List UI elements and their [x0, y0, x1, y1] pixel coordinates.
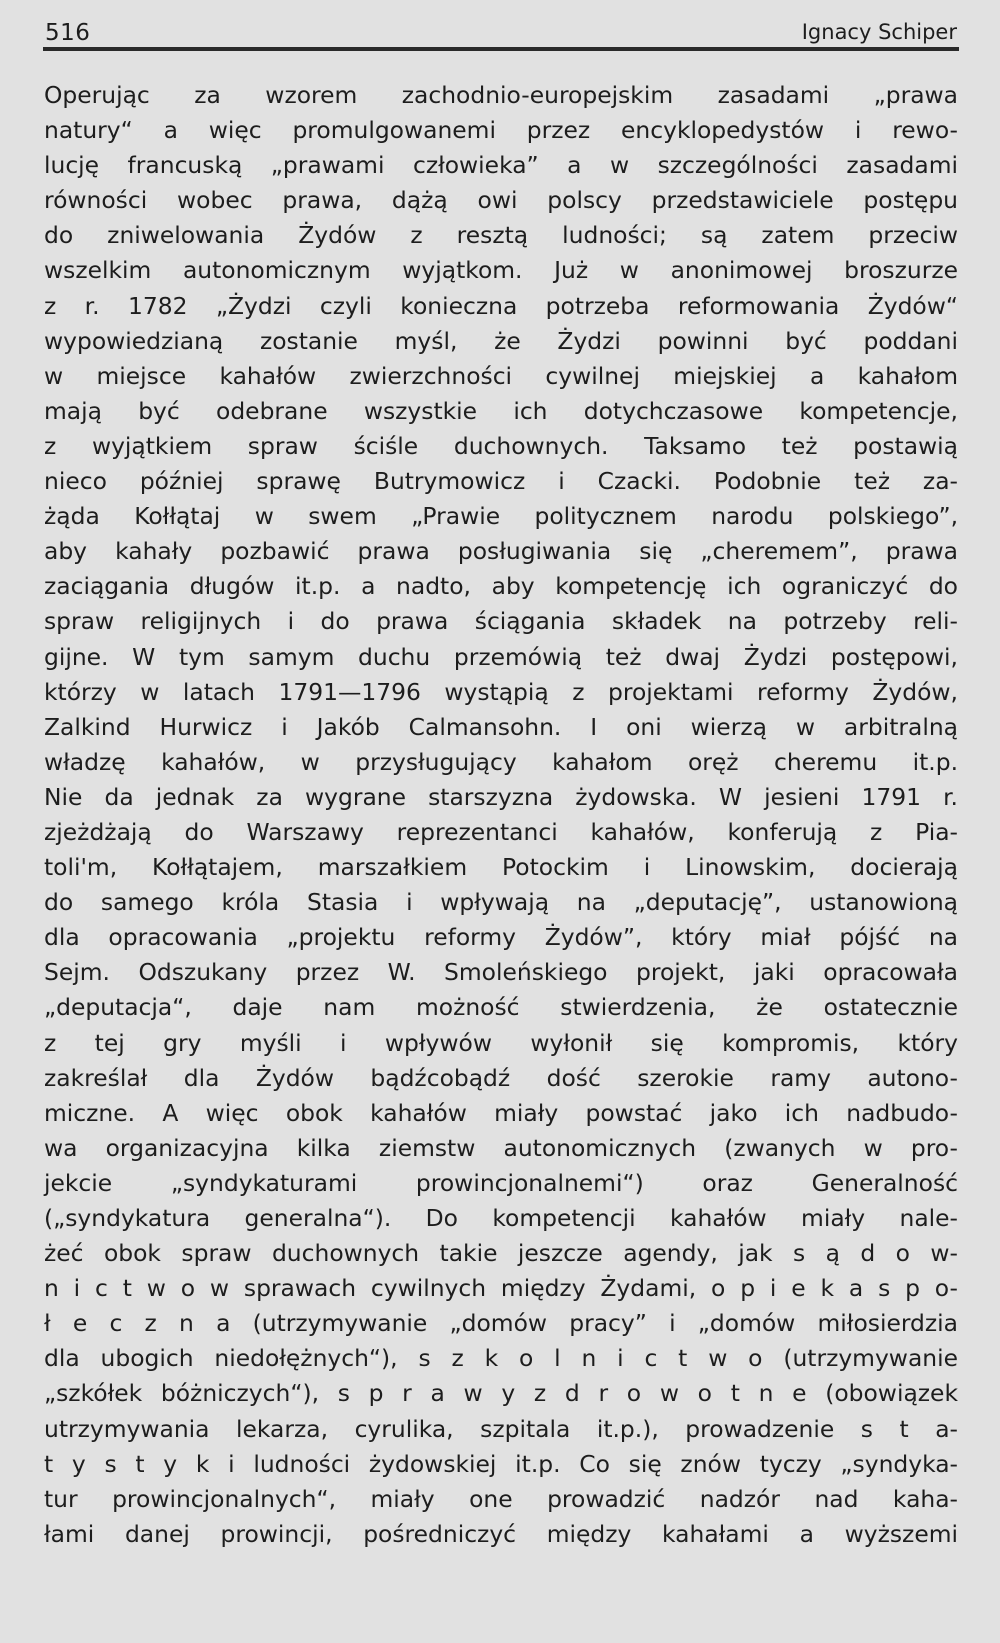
text-line: wypowiedzianą zostanie myśl, że Żydzi powinni być poddani	[44, 326, 958, 355]
text-line: równości wobec prawa, dążą owi polscy przedstawiciele postępu	[44, 186, 958, 215]
text-line: z r. 1782 „Żydzi czyli konieczna potrzeba reformowania Żydów“	[44, 291, 958, 320]
text-line: „szkółek bóżniczych“), s p r a w y z d r o w o t n e (obowiązek	[44, 1379, 958, 1408]
text-line: którzy w latach 1791—1796 wystąpią z projektami reformy Żydów,	[44, 677, 958, 706]
text-line: wa organizacyjna kilka ziemstw autonomicznych (zwanych w pro-	[44, 1133, 958, 1162]
text-line: wszelkim autonomicznym wyjątkom. Już w anonimowej broszurze	[44, 256, 958, 285]
text-line: do samego króla Stasia i wpływają na „deputację”, ustanowioną	[44, 888, 958, 917]
text-line: natury“ a więc promulgowanemi przez encyklopedystów i rewo-	[44, 116, 958, 145]
text-line: lucję francuską „prawami człowieka” a w szczególności zasadami	[44, 151, 958, 180]
body-text	[44, 78, 958, 1552]
text-line: mają być odebrane wszystkie ich dotychczasowe kompetencje,	[44, 396, 958, 425]
text-line: w miejsce kahałów zwierzchności cywilnej miejskiej a kahałom	[44, 361, 958, 390]
text-line: żąda Kołłątaj w swem „Prawie politycznem narodu polskiego”,	[44, 502, 958, 531]
text-line: z wyjątkiem spraw ściśle duchownych. Taksamo też postawią	[44, 431, 958, 460]
text-line: nieco później sprawę Butrymowicz i Czacki. Podobnie też za-	[44, 467, 958, 496]
text-line: utrzymywania lekarza, cyrulika, szpitala it.p.), prowadzenie s t a-	[44, 1414, 958, 1443]
text-line: żeć obok spraw duchownych takie jeszcze agendy, jak s ą d o w-	[44, 1239, 958, 1268]
text-line: władzę kahałów, w przysługujący kahałom oręż cheremu it.p.	[44, 747, 958, 776]
text-line: zjeżdżają do Warszawy reprezentanci kahałów, konferują z Pia-	[44, 817, 958, 846]
text-line: dla opracowania „projektu reformy Żydów”, który miał pójść na	[44, 923, 958, 952]
text-line: „deputacja“, daje nam możność stwierdzenia, że ostatecznie	[44, 993, 958, 1022]
text-line: toli'm, Kołłątajem, marszałkiem Potockim i Linowskim, docierają	[44, 853, 958, 882]
text-line: jekcie „syndykaturami prowincjonalnemi“) oraz Generalność	[44, 1168, 958, 1197]
text-line: Zalkind Hurwicz i Jakób Calmansohn. I oni wierzą w arbitralną	[44, 712, 958, 741]
text-line: gijne. W tym samym duchu przemówią też dwaj Żydzi postępowi,	[44, 642, 958, 671]
text-line: z tej gry myśli i wpływów wyłonił się kompromis, który	[44, 1028, 958, 1057]
running-head-author: Ignacy Schiper	[801, 20, 957, 44]
text-line: Operując za wzorem zachodnio-europejskim zasadami „prawa	[44, 81, 958, 109]
page-header	[45, 14, 957, 50]
text-line: t y s t y k i ludności żydowskiej it.p. Co się znów tyczy „syndyka-	[44, 1449, 958, 1478]
text-line: miczne. A więc obok kahałów miały powstać jako ich nadbudo-	[44, 1098, 958, 1127]
text-line: n i c t w o w sprawach cywilnych między Żydami, o p i e k a s p o-	[44, 1274, 958, 1303]
text-line: Sejm. Odszukany przez W. Smoleńskiego projekt, jaki opracowała	[44, 958, 958, 987]
text-line: („syndykatura generalna“). Do kompetencji kahałów miały nale-	[44, 1204, 958, 1232]
text-line: łami danej prowincji, pośredniczyć między kahałami a wyższemi	[44, 1519, 958, 1548]
text-line: zaciągania długów it.p. a nadto, aby kompetencję ich ograniczyć do	[44, 572, 958, 601]
text-line: spraw religijnych i do prawa ściągania składek na potrzeby reli-	[44, 607, 958, 636]
text-line: do zniwelowania Żydów z resztą ludności; są zatem przeciw	[44, 221, 958, 250]
header-rule	[43, 47, 959, 51]
text-line: zakreślał dla Żydów bądźcobądź dość szerokie ramy autono-	[44, 1063, 958, 1092]
text-line: tur prowincjonalnych“, miały one prowadzić nadzór nad kaha-	[44, 1484, 958, 1513]
page-number: 516	[45, 20, 91, 46]
text-line: dla ubogich niedołężnych“), s z k o l n i c t w o (utrzymywanie	[44, 1344, 958, 1373]
text-line: Nie da jednak za wygrane starszyzna żydowska. W jesieni 1791 r.	[44, 782, 958, 811]
text-line: ł e c z n a (utrzymywanie „domów pracy” i „domów miłosierdzia	[44, 1309, 958, 1338]
text-line: aby kahały pozbawić prawa posługiwania się „cheremem”, prawa	[44, 537, 958, 566]
